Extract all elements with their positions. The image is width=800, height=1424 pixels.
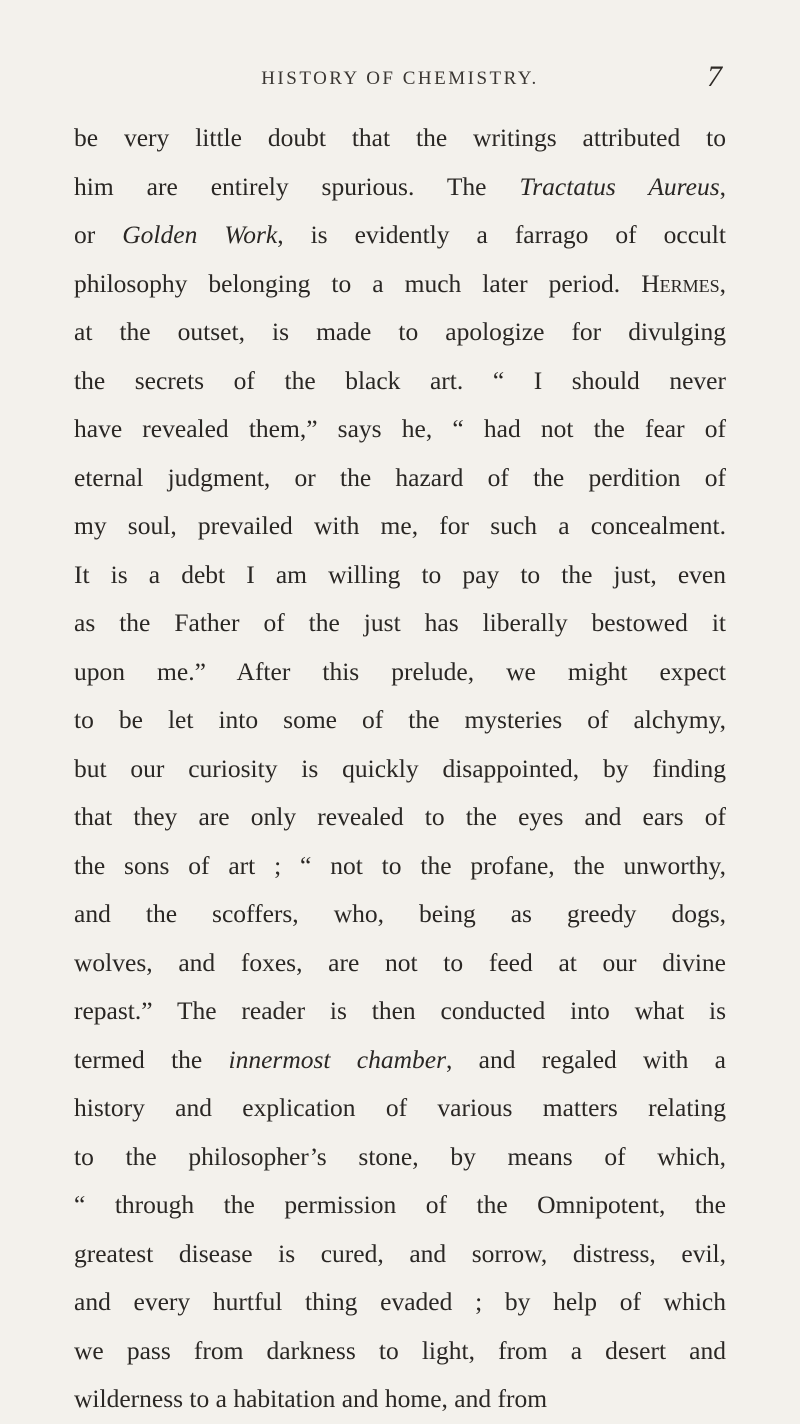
line-text: to be let into some of the mysteries of alchymy, <box>74 705 726 734</box>
line-text: , <box>719 171 726 201</box>
text-line <box>74 1278 726 1327</box>
line-text: as the Father of the just has liberally bestowed it <box>74 608 726 637</box>
italic-text: innermost chamber <box>228 1044 446 1074</box>
line-text: philosophy belonging to a much later period. <box>74 268 642 298</box>
line-text: eternal judgment, or the hazard of the perdition of <box>74 462 726 492</box>
line-text: history and explication of various matters relating <box>74 1093 726 1122</box>
text-line <box>74 502 726 551</box>
italic-text: Tractatus Aureus <box>519 171 720 201</box>
text-line <box>74 793 726 842</box>
line-text: termed the <box>74 1044 229 1074</box>
text-line <box>74 1327 726 1376</box>
text-line <box>74 163 726 212</box>
text-line <box>74 696 726 745</box>
line-text: repast.” The reader is then conducted into what is <box>74 996 726 1025</box>
text-line <box>74 890 726 939</box>
text-line <box>74 842 726 891</box>
text-line <box>74 648 726 697</box>
text-line <box>74 1036 726 1085</box>
text-line <box>74 1181 726 1230</box>
text-line <box>74 1375 726 1424</box>
text-line <box>74 357 726 406</box>
line-text: and every hurtful thing evaded ; by help of which <box>74 1287 726 1316</box>
body-text <box>74 114 726 1424</box>
line-text: greatest disease is cured, and sorrow, distress, evil, <box>74 1238 726 1268</box>
line-text: wilderness to a habitation and home, and from <box>74 1384 548 1413</box>
line-text: “ through the permission of the Omnipotent, the <box>74 1190 726 1219</box>
text-line <box>74 211 726 260</box>
text-line <box>74 308 726 357</box>
line-text: him are entirely spurious. The <box>74 171 520 201</box>
line-text: but our curiosity is quickly disappointed, by finding <box>74 753 726 783</box>
running-head <box>0 60 800 94</box>
text-line <box>74 114 726 163</box>
text-line <box>74 1230 726 1279</box>
running-title: HISTORY OF CHEMISTRY. <box>261 68 539 89</box>
line-text: to the philosopher’s stone, by means of which, <box>74 1141 726 1171</box>
line-text: It is a debt I am willing to pay to the just, even <box>74 559 726 589</box>
line-text: the sons of art ; “ not to the profane, the unworthy, <box>74 850 726 880</box>
line-text: my soul, prevailed with me, for such a concealment. <box>74 511 726 540</box>
text-line <box>74 454 726 503</box>
text-line <box>74 745 726 794</box>
text-line <box>74 987 726 1036</box>
text-line <box>74 1133 726 1182</box>
line-text: , is evidently a farrago of occult <box>277 220 726 249</box>
text-line <box>74 939 726 988</box>
line-text: , and regaled with a <box>446 1044 726 1074</box>
line-text: have revealed them,” says he, “ had not the fear of <box>74 414 726 443</box>
text-line <box>74 551 726 600</box>
line-text: wolves, and foxes, are not to feed at our divine <box>74 947 726 977</box>
italic-text: Golden Work <box>122 220 278 249</box>
text-line <box>74 405 726 454</box>
line-text: or <box>74 220 123 249</box>
text-line <box>74 1084 726 1133</box>
line-text: at the outset, is made to apologize for divulging <box>74 317 726 346</box>
line-text: be very little doubt that the writings attributed to <box>74 123 726 152</box>
line-text: and the scoffers, who, being as greedy dogs, <box>74 899 726 928</box>
small-caps-text: Hermes <box>641 268 720 298</box>
page-number: 7 <box>707 60 722 93</box>
text-line <box>74 260 726 309</box>
line-text: we pass from darkness to light, from a desert and <box>74 1335 726 1365</box>
line-text: upon me.” After this prelude, we might expect <box>74 656 726 686</box>
line-text: , <box>719 268 726 298</box>
line-text: the secrets of the black art. “ I should never <box>74 365 726 395</box>
line-text: that they are only revealed to the eyes and ears of <box>74 802 726 831</box>
text-line <box>74 599 726 648</box>
